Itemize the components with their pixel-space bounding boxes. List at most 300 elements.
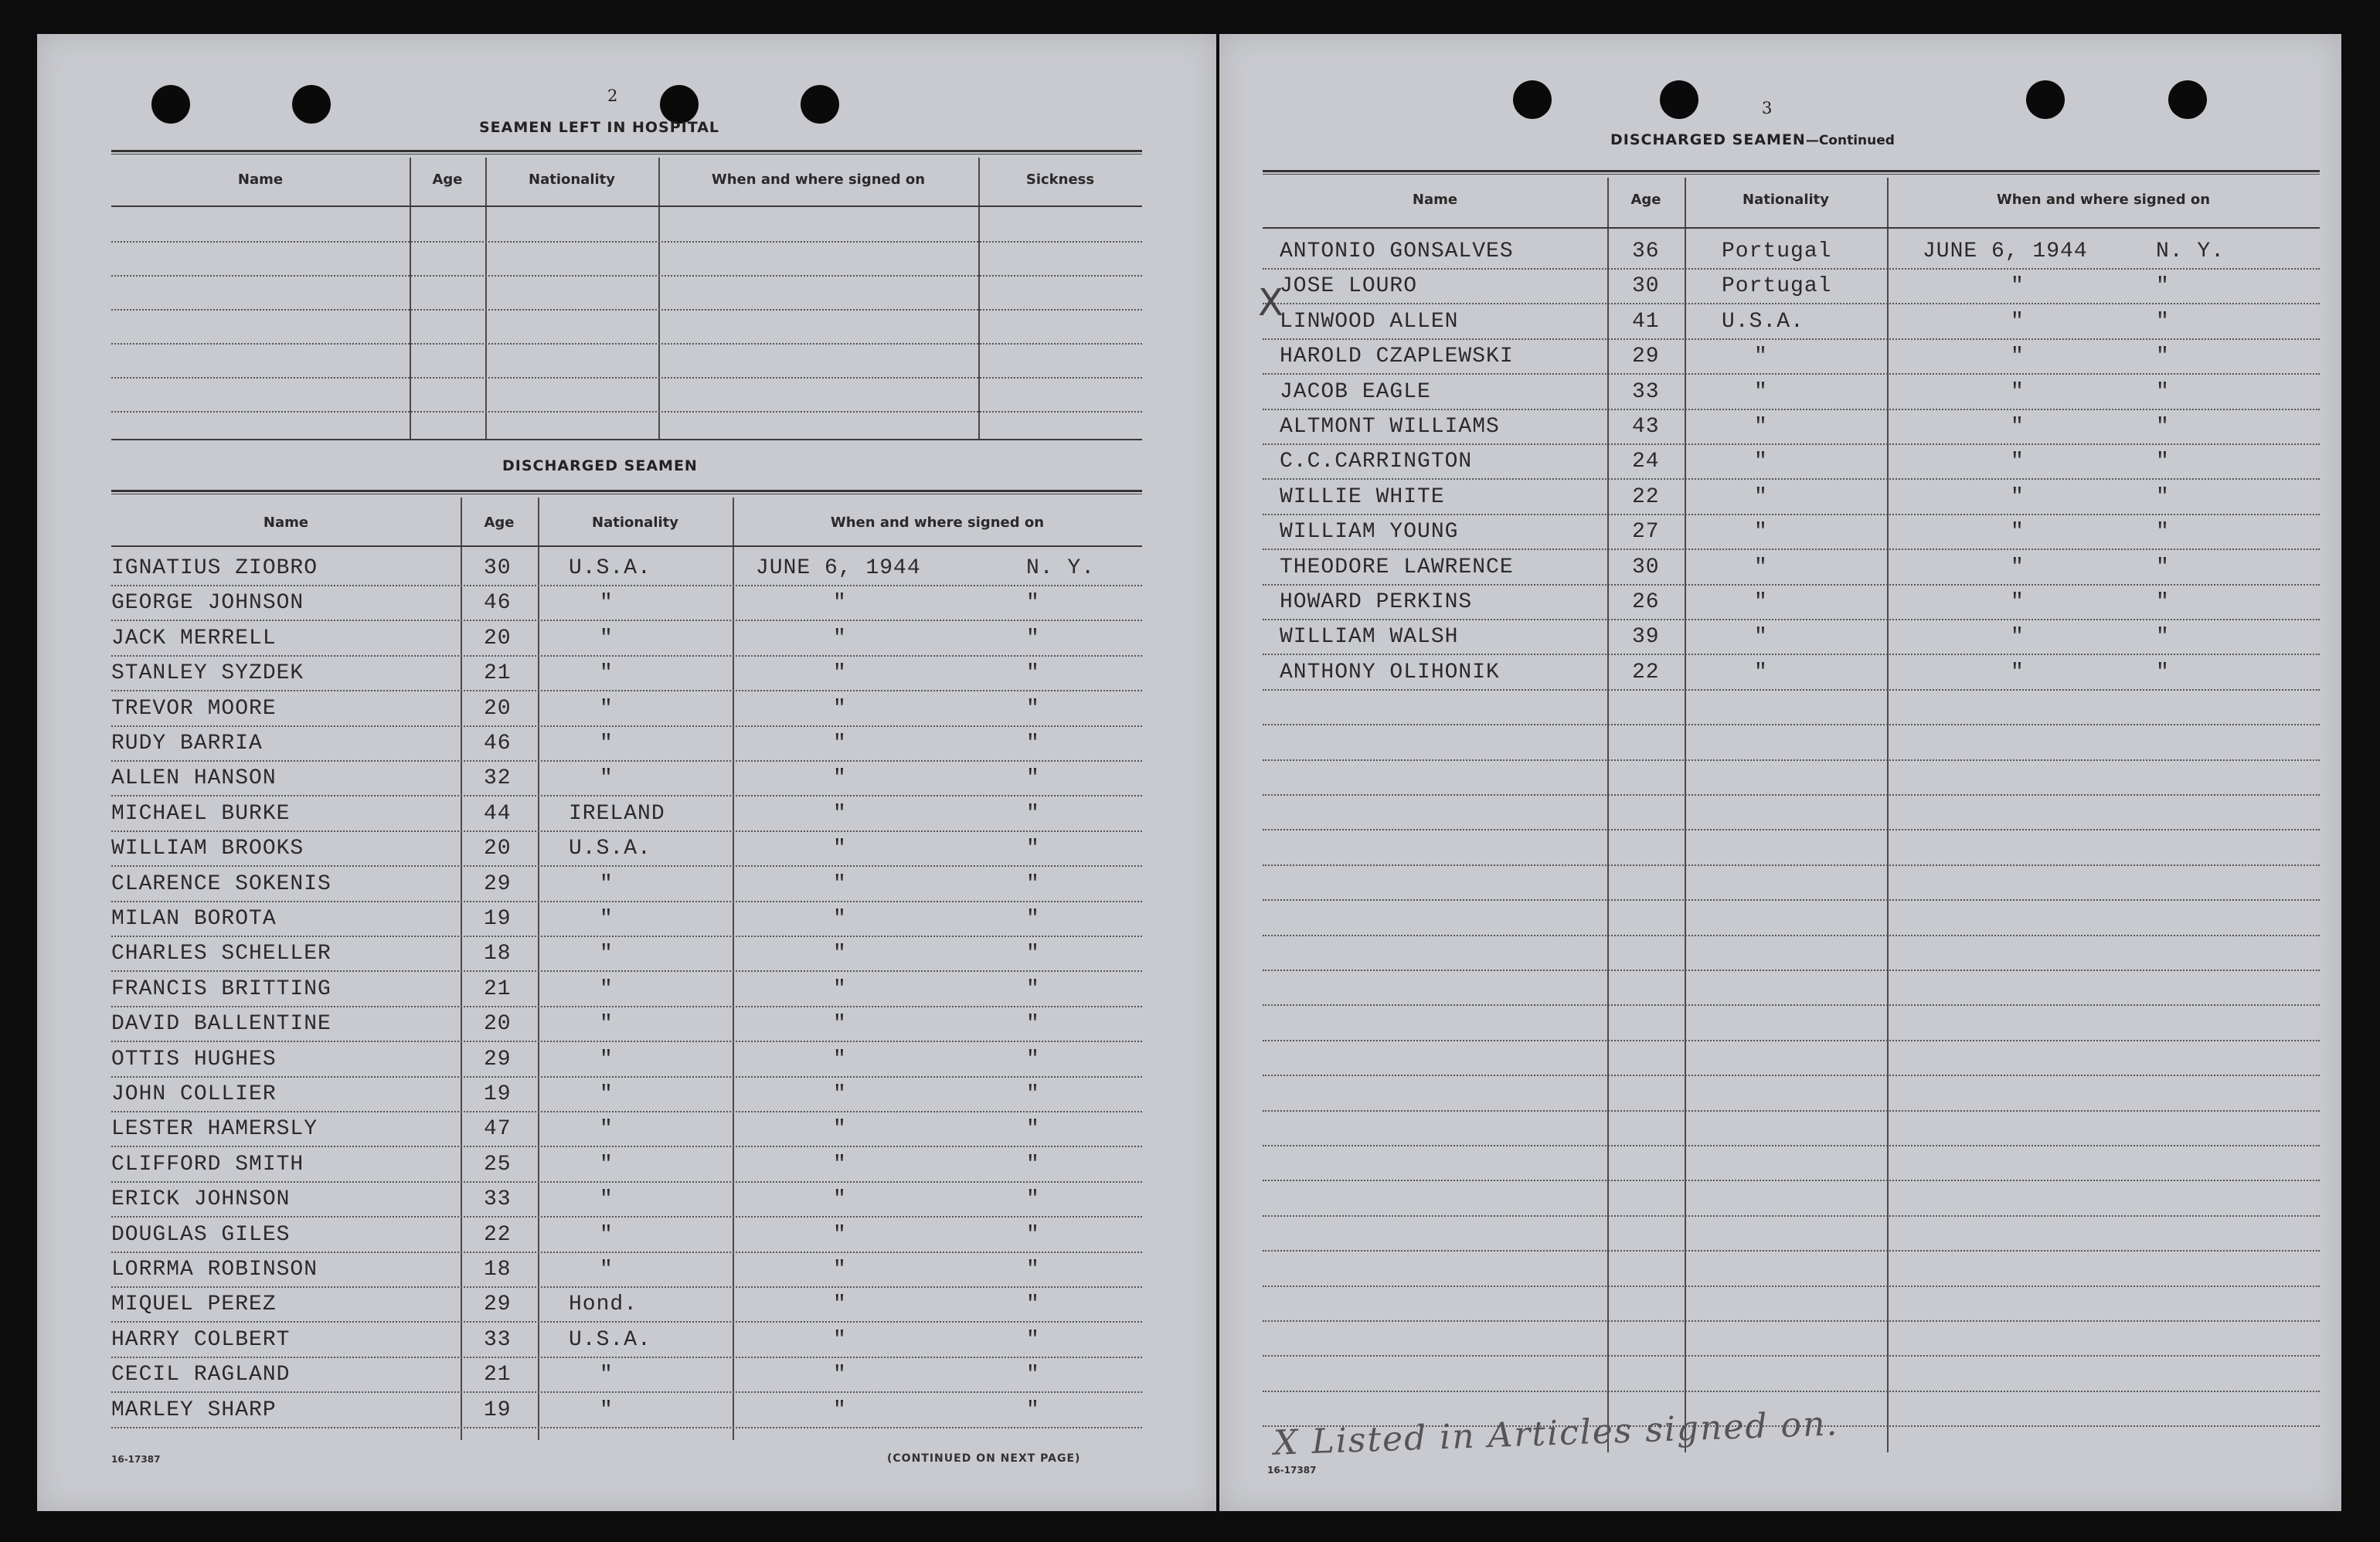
seaman-nationality: " [600, 696, 614, 721]
column-header: When and where signed on [711, 172, 926, 188]
table-top-rule [111, 150, 1142, 155]
seaman-age: 24 [1632, 450, 1660, 474]
signed-on-place: " [2156, 450, 2170, 474]
column-header: Name [263, 515, 309, 531]
signed-on-place: " [2156, 520, 2170, 545]
signed-on-date: " [833, 871, 847, 896]
seaman-name: GEORGE JOHNSON [111, 591, 304, 616]
seaman-nationality: " [1754, 590, 1768, 614]
seaman-name: ALLEN HANSON [111, 766, 277, 791]
seaman-name: HOWARD PERKINS [1280, 590, 1473, 614]
signed-on-place: " [2156, 345, 2170, 369]
row-rule [111, 1181, 1142, 1183]
row-rule [1263, 619, 2320, 620]
signed-on-date: " [833, 1117, 847, 1142]
column-divider [1607, 178, 1609, 1452]
signed-on-date: " [833, 1292, 847, 1317]
seaman-nationality: " [1754, 345, 1768, 369]
seaman-nationality: " [1754, 660, 1768, 684]
seaman-nationality: " [600, 766, 614, 791]
seaman-name: JACK MERRELL [111, 626, 277, 650]
row-rule [1263, 514, 2320, 515]
row-rule [1263, 794, 2320, 796]
seaman-age: 46 [484, 732, 512, 756]
row-rule [111, 1286, 1142, 1288]
signed-on-date: " [833, 976, 847, 1001]
seaman-age: 33 [484, 1187, 512, 1212]
signed-on-date: " [2011, 450, 2025, 474]
seaman-name: OTTIS HUGHES [111, 1047, 277, 1072]
signed-on-place: " [1026, 801, 1040, 826]
row-rule [1263, 1040, 2320, 1041]
seaman-name: WILLIE WHITE [1280, 484, 1445, 509]
signed-on-place: " [1026, 591, 1040, 616]
seaman-nationality: " [1754, 450, 1768, 474]
seaman-nationality: U.S.A. [569, 556, 651, 580]
row-rule [1263, 1145, 2320, 1146]
column-divider [658, 158, 660, 439]
continued-note: (CONTINUED ON NEXT PAGE) [887, 1452, 1081, 1465]
seaman-age: 29 [484, 1292, 512, 1317]
seaman-nationality: U.S.A. [1722, 309, 1804, 334]
seaman-age: 30 [484, 556, 512, 580]
row-rule [1263, 478, 2320, 480]
column-header: Age [484, 515, 515, 531]
punch-hole [2168, 80, 2207, 119]
right-page [1219, 34, 2341, 1511]
seaman-name: JOHN COLLIER [111, 1082, 277, 1106]
seaman-age: 18 [484, 942, 512, 966]
signed-on-date: " [833, 1012, 847, 1037]
signed-on-date: " [833, 907, 847, 931]
punch-hole [801, 85, 839, 124]
seaman-name: MICHAEL BURKE [111, 801, 291, 826]
title-text: DISCHARGED SEAMEN [1610, 131, 1806, 148]
seaman-age: 29 [1632, 345, 1660, 369]
row-rule [111, 1076, 1142, 1078]
signed-on-place: " [2156, 484, 2170, 509]
seaman-age: 47 [484, 1117, 512, 1142]
seaman-nationality: Hond. [569, 1292, 638, 1317]
signed-on-date: " [2011, 625, 2025, 650]
seaman-age: 19 [484, 907, 512, 931]
seaman-name: FRANCIS BRITTING [111, 976, 332, 1001]
seaman-nationality: " [600, 591, 614, 616]
signed-on-place: " [1026, 907, 1040, 931]
seaman-age: 46 [484, 591, 512, 616]
seaman-name: CLARENCE SOKENIS [111, 871, 332, 896]
seaman-nationality: " [1754, 379, 1768, 404]
signed-on-date: " [2011, 660, 2025, 684]
discharged-continued-title [1610, 131, 1895, 148]
seaman-nationality: " [600, 1222, 614, 1247]
punch-hole [292, 85, 331, 124]
column-header: Age [432, 172, 463, 188]
seaman-name: DOUGLAS GILES [111, 1222, 291, 1247]
signed-on-date: " [833, 626, 847, 650]
seaman-nationality: " [1754, 520, 1768, 545]
seaman-nationality: Portugal [1722, 274, 1832, 299]
signed-on-place: " [2156, 274, 2170, 299]
signed-on-date: " [833, 1222, 847, 1247]
row-rule [1263, 654, 2320, 655]
seaman-name: WILLIAM BROOKS [111, 837, 304, 861]
column-header: Name [1412, 192, 1458, 208]
seaman-nationality: " [1754, 415, 1768, 439]
signed-on-place: " [1026, 837, 1040, 861]
row-rule [1263, 1110, 2320, 1112]
column-divider [410, 158, 411, 439]
signed-on-place: N. Y. [1026, 556, 1096, 580]
form-number: 16-17387 [1267, 1465, 1317, 1476]
row-rule [1263, 759, 2320, 761]
empty-row-rule [111, 411, 1142, 413]
row-rule [1263, 303, 2320, 304]
seaman-name: LORRMA ROBINSON [111, 1258, 318, 1282]
empty-row-rule [111, 377, 1142, 379]
row-rule [1263, 584, 2320, 586]
empty-row-rule [111, 275, 1142, 277]
signed-on-place: " [1026, 766, 1040, 791]
handwritten-note: X Listed in Articles signed on. [1273, 1404, 1840, 1463]
seaman-name: STANLEY SYZDEK [111, 661, 304, 686]
row-rule [111, 655, 1142, 657]
seaman-age: 22 [484, 1222, 512, 1247]
seaman-age: 22 [1632, 484, 1660, 509]
signed-on-date: " [833, 837, 847, 861]
seaman-age: 21 [484, 661, 512, 686]
column-header: Nationality [592, 515, 678, 531]
signed-on-date: " [2011, 309, 2025, 334]
seaman-name: JOSE LOURO [1280, 274, 1418, 299]
seaman-name: CLIFFORD SMITH [111, 1152, 304, 1177]
seaman-nationality: " [600, 1117, 614, 1142]
seaman-name: TREVOR MOORE [111, 696, 277, 721]
row-rule [1263, 935, 2320, 936]
signed-on-place: " [2156, 590, 2170, 614]
table-top-rule [111, 490, 1142, 494]
seaman-age: 20 [484, 1012, 512, 1037]
row-rule [1263, 338, 2320, 340]
header-rule [111, 205, 1142, 207]
seaman-nationality: " [600, 1152, 614, 1177]
row-rule [1263, 1075, 2320, 1076]
row-rule [1263, 829, 2320, 830]
signed-on-place: " [1026, 1082, 1040, 1106]
header-rule [111, 545, 1142, 547]
signed-on-place: " [1026, 661, 1040, 686]
seaman-nationality: " [1754, 484, 1768, 509]
signed-on-date: " [833, 801, 847, 826]
row-rule [111, 865, 1142, 867]
seaman-name: ANTONIO GONSALVES [1280, 239, 1514, 263]
row-rule [111, 901, 1142, 902]
signed-on-place: " [1026, 1363, 1040, 1387]
seaman-age: 41 [1632, 309, 1660, 334]
seaman-nationality: " [600, 1047, 614, 1072]
page-number: 2 [607, 87, 618, 105]
row-rule [111, 1357, 1142, 1358]
title-suffix: —Continued [1805, 133, 1895, 148]
seaman-age: 20 [484, 626, 512, 650]
form-number: 16-17387 [111, 1454, 161, 1465]
signed-on-place: " [1026, 1398, 1040, 1422]
signed-on-place: " [1026, 976, 1040, 1001]
signed-on-date: JUNE 6, 1944 [1923, 239, 2088, 263]
row-rule [1263, 443, 2320, 445]
signed-on-date: " [833, 942, 847, 966]
row-rule [111, 1252, 1142, 1253]
table-bottom-rule [111, 439, 1142, 440]
column-divider [538, 498, 539, 1440]
seaman-nationality: " [600, 1258, 614, 1282]
column-divider [485, 158, 487, 439]
punch-hole [2026, 80, 2065, 119]
seaman-age: 19 [484, 1398, 512, 1422]
seaman-name: WILLIAM YOUNG [1280, 520, 1459, 545]
signed-on-place: " [1026, 1222, 1040, 1247]
seaman-nationality: " [600, 942, 614, 966]
signed-on-date: " [833, 1047, 847, 1072]
seaman-age: 33 [1632, 379, 1660, 404]
seaman-age: 20 [484, 837, 512, 861]
signed-on-place: " [1026, 871, 1040, 896]
signed-on-date: JUNE 6, 1944 [756, 556, 921, 580]
signed-on-place: " [1026, 626, 1040, 650]
seaman-name: JACOB EAGLE [1280, 379, 1431, 404]
row-rule [1263, 899, 2320, 901]
column-header: Sickness [1025, 172, 1095, 188]
signed-on-date: " [2011, 590, 2025, 614]
column-divider [1887, 178, 1889, 1452]
seaman-name: MARLEY SHARP [111, 1398, 277, 1422]
punch-hole [1513, 80, 1552, 119]
signed-on-place: " [2156, 555, 2170, 579]
column-header: Nationality [1742, 192, 1829, 208]
seaman-age: 26 [1632, 590, 1660, 614]
row-rule [111, 970, 1142, 972]
signed-on-place: " [1026, 696, 1040, 721]
signed-on-date: " [833, 1152, 847, 1177]
column-header: Age [1630, 192, 1661, 208]
row-rule [111, 585, 1142, 586]
seaman-nationality: " [600, 1363, 614, 1387]
row-rule [1263, 864, 2320, 866]
signed-on-date: " [833, 732, 847, 756]
row-rule [111, 690, 1142, 691]
seaman-nationality: U.S.A. [569, 837, 651, 861]
row-rule [111, 1391, 1142, 1393]
seaman-age: 36 [1632, 239, 1660, 263]
seaman-name: CECIL RAGLAND [111, 1363, 291, 1387]
signed-on-date: " [833, 1363, 847, 1387]
seaman-nationality: IRELAND [569, 801, 665, 826]
row-rule [111, 1146, 1142, 1147]
signed-on-place: " [2156, 309, 2170, 334]
row-rule [1263, 409, 2320, 410]
seaman-name: WILLIAM WALSH [1280, 625, 1459, 650]
seaman-age: 29 [484, 871, 512, 896]
row-rule [111, 830, 1142, 832]
seaman-nationality: U.S.A. [569, 1327, 651, 1352]
signed-on-place: " [1026, 1292, 1040, 1317]
signed-on-place: " [1026, 1047, 1040, 1072]
seaman-nationality: " [1754, 555, 1768, 579]
seaman-age: 19 [484, 1082, 512, 1106]
signed-on-place: " [2156, 415, 2170, 439]
row-rule [111, 1321, 1142, 1323]
row-rule [111, 620, 1142, 621]
row-rule [1263, 970, 2320, 971]
signed-on-place: " [1026, 1187, 1040, 1212]
seaman-age: 32 [484, 766, 512, 791]
signed-on-place: " [2156, 625, 2170, 650]
seaman-nationality: " [600, 907, 614, 931]
seaman-age: 21 [484, 1363, 512, 1387]
row-rule [1263, 1180, 2320, 1181]
left-page [37, 34, 1216, 1511]
column-divider [461, 498, 462, 1440]
column-divider [733, 498, 734, 1440]
seaman-name: LESTER HAMERSLY [111, 1117, 318, 1142]
empty-row-rule [111, 309, 1142, 311]
signed-on-date: " [2011, 345, 2025, 369]
row-rule [1263, 1320, 2320, 1322]
row-rule [111, 1427, 1142, 1428]
row-rule [1263, 689, 2320, 691]
signed-on-date: " [833, 1327, 847, 1352]
seaman-age: 33 [484, 1327, 512, 1352]
seaman-nationality: Portugal [1722, 239, 1832, 263]
column-divider [1685, 178, 1686, 1452]
column-header: When and where signed on [830, 515, 1045, 531]
row-rule [1263, 1250, 2320, 1252]
signed-on-date: " [2011, 520, 2025, 545]
signed-on-date: " [833, 766, 847, 791]
page-number: 3 [1762, 99, 1773, 117]
row-rule [1263, 1286, 2320, 1287]
discharged-section-title: DISCHARGED SEAMEN [502, 457, 698, 474]
row-rule [1263, 268, 2320, 270]
row-rule [111, 760, 1142, 762]
seaman-nationality: " [600, 661, 614, 686]
row-rule [1263, 1004, 2320, 1006]
signed-on-place: " [1026, 1117, 1040, 1142]
seaman-age: 30 [1632, 555, 1660, 579]
seaman-name: DAVID BALLENTINE [111, 1012, 332, 1037]
row-rule [111, 1041, 1142, 1042]
signed-on-place: " [2156, 660, 2170, 684]
seaman-age: 39 [1632, 625, 1660, 650]
signed-on-date: " [833, 1258, 847, 1282]
signed-on-date: " [833, 661, 847, 686]
column-header: Name [237, 172, 284, 188]
row-rule [111, 1006, 1142, 1007]
row-rule [111, 795, 1142, 796]
seaman-age: 22 [1632, 660, 1660, 684]
column-header: When and where signed on [1996, 192, 2211, 208]
row-rule [1263, 1355, 2320, 1357]
seaman-nationality: " [600, 1398, 614, 1422]
signed-on-place: " [1026, 732, 1040, 756]
seaman-age: 29 [484, 1047, 512, 1072]
cross-mark: X [1258, 281, 1284, 324]
signed-on-date: " [2011, 555, 2025, 579]
signed-on-place: N. Y. [2156, 239, 2225, 263]
seaman-nationality: " [600, 976, 614, 1001]
seaman-age: 30 [1632, 274, 1660, 299]
seaman-name: MILAN BOROTA [111, 907, 277, 931]
signed-on-place: " [1026, 1327, 1040, 1352]
signed-on-date: " [833, 1398, 847, 1422]
punch-hole [1660, 80, 1698, 119]
signed-on-date: " [2011, 379, 2025, 404]
signed-on-place: " [1026, 1152, 1040, 1177]
table-top-rule [1263, 170, 2320, 175]
column-header: Nationality [529, 172, 615, 188]
seaman-name: CHARLES SCHELLER [111, 942, 332, 966]
row-rule [111, 1111, 1142, 1112]
seaman-age: 43 [1632, 415, 1660, 439]
seaman-nationality: " [600, 1082, 614, 1106]
signed-on-date: " [833, 591, 847, 616]
signed-on-date: " [2011, 415, 2025, 439]
seaman-name: HAROLD CZAPLEWSKI [1280, 345, 1514, 369]
signed-on-place: " [2156, 379, 2170, 404]
seaman-nationality: " [600, 626, 614, 650]
row-rule [1263, 549, 2320, 550]
empty-row-rule [111, 343, 1142, 345]
empty-row-rule [111, 241, 1142, 243]
seaman-name: IGNATIUS ZIOBRO [111, 556, 318, 580]
signed-on-date: " [833, 1187, 847, 1212]
seaman-age: 18 [484, 1258, 512, 1282]
header-rule [1263, 227, 2320, 229]
seaman-nationality: " [1754, 625, 1768, 650]
signed-on-date: " [2011, 274, 2025, 299]
seaman-age: 20 [484, 696, 512, 721]
seaman-name: THEODORE LAWRENCE [1280, 555, 1514, 579]
seaman-name: HARRY COLBERT [111, 1327, 291, 1352]
seaman-age: 21 [484, 976, 512, 1001]
seaman-nationality: " [600, 1187, 614, 1212]
signed-on-date: " [833, 696, 847, 721]
seaman-age: 25 [484, 1152, 512, 1177]
row-rule [1263, 1391, 2320, 1392]
seaman-name: ANTHONY OLIHONIK [1280, 660, 1500, 684]
seaman-nationality: " [600, 871, 614, 896]
seaman-name: LINWOOD ALLEN [1280, 309, 1459, 334]
row-rule [1263, 373, 2320, 375]
row-rule [1263, 724, 2320, 725]
punch-hole [151, 85, 190, 124]
signed-on-date: " [833, 1082, 847, 1106]
signed-on-place: " [1026, 942, 1040, 966]
row-rule [111, 936, 1142, 937]
punch-hole [660, 85, 699, 124]
row-rule [111, 725, 1142, 727]
seaman-age: 27 [1632, 520, 1660, 545]
seaman-nationality: " [600, 732, 614, 756]
seaman-name: MIQUEL PEREZ [111, 1292, 277, 1317]
seaman-nationality: " [600, 1012, 614, 1037]
row-rule [1263, 1215, 2320, 1217]
seaman-name: ERICK JOHNSON [111, 1187, 291, 1212]
hospital-section-title: SEAMEN LEFT IN HOSPITAL [479, 119, 720, 136]
signed-on-place: " [1026, 1012, 1040, 1037]
signed-on-date: " [2011, 484, 2025, 509]
seaman-age: 44 [484, 801, 512, 826]
